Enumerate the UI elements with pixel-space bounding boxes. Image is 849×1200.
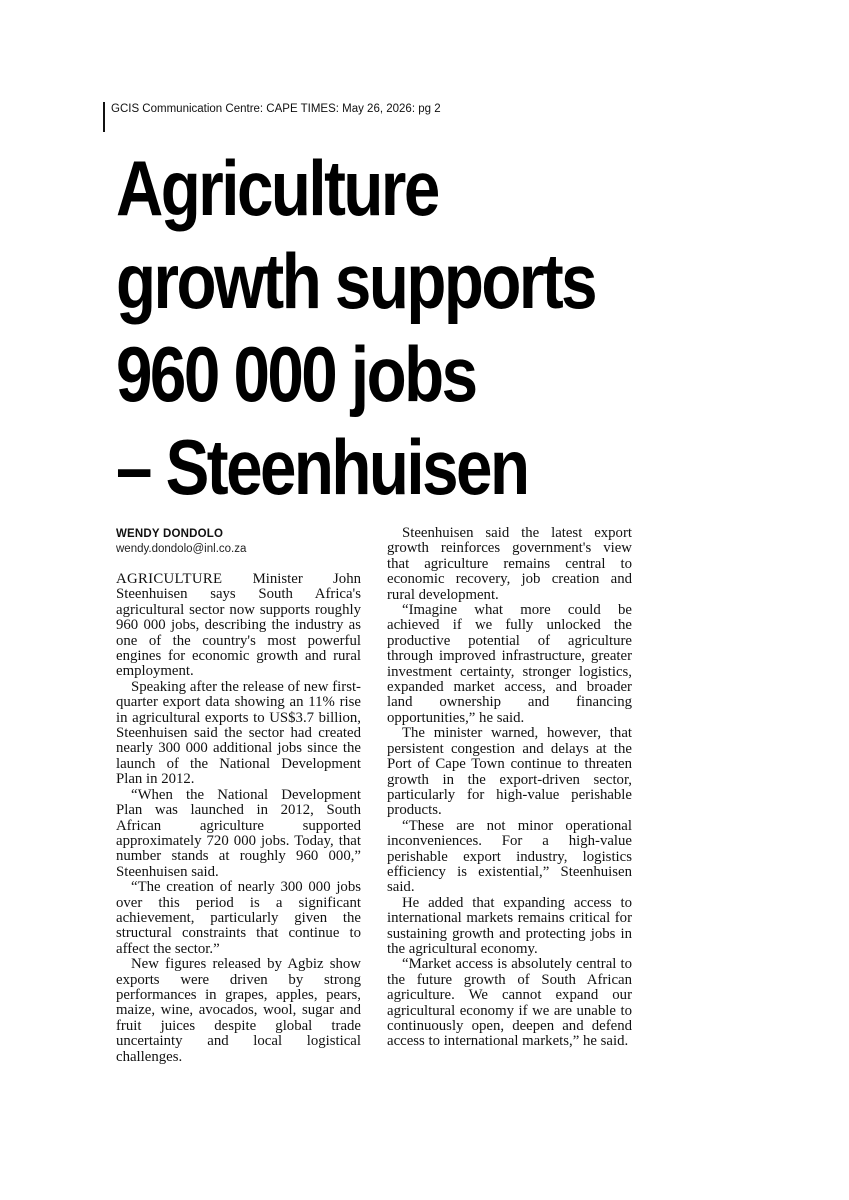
article-paragraph: New figures released by Agbiz show exports were driven by strong performances in grapes, apples, pears, maize, wine, avocados, wool, sugar and fruit juices despite global trade uncertainty and local logistical challenges. — [116, 956, 361, 1065]
article-column-right — [387, 526, 632, 1050]
article-paragraph: He added that expanding access to international markets remains critical for sustaining growth and protecting jobs in the agricultural economy. — [387, 894, 632, 957]
byline — [116, 527, 246, 557]
author-email: wendy.dondolo@inl.co.za — [116, 543, 247, 555]
article-paragraph — [116, 572, 361, 680]
article-column-left — [116, 572, 361, 1065]
paragraph-text: Minister John Steenhuisen says South Africa's agricultural sector now supports roughly 960 000 jobs, describing the industry as one of the country's most powerful engines for economic growth and rural employment. — [116, 571, 361, 680]
article-paragraph: “Market access is absolutely central to the future growth of South African agriculture. We cannot expand our agricultural economy if we are unable to continuously open, deepen and defend access to international markets,” he said. — [387, 956, 632, 1050]
article-paragraph: Speaking after the release of new first-quarter export data showing an 11% rise in agricultural exports to US$3.7 billion, Steenhuisen said the sector had created nearly 300 000 additional jobs since the launch of the National Development Plan in 2012. — [116, 678, 361, 788]
lead-word: AGRICULTURE — [116, 571, 223, 587]
article-paragraph: “Imagine what more could be achieved if we fully unlocked the productive potential of agriculture through improved infrastructure, greater investment certainty, stronger logistics, expanded market access, and broader land ownership and financing opportunities,” he said. — [387, 602, 632, 726]
article-paragraph: Steenhuisen said the latest export growth reinforces government's view that agriculture remains central to economic recovery, job creation and rural development. — [387, 525, 632, 603]
source-text: GCIS Communication Centre: CAPE TIMES: May 26, 2026: pg 2 — [111, 103, 441, 115]
article-headline — [116, 142, 596, 514]
headline-line: – Steenhuisen — [116, 423, 528, 511]
source-citation — [103, 102, 441, 132]
author-name: WENDY DONDOLO — [116, 528, 224, 540]
article-paragraph: The minister warned, however, that persistent congestion and delays at the Port of Cape Town continue to threaten growth in the export-driven sector, particularly for high-value perishable products. — [387, 725, 632, 819]
article-paragraph: “These are not minor operational inconveniences. For a high-value perishable export industry, logistics efficiency is existential,” Steenhuisen said. — [387, 817, 632, 896]
headline-line: 960 000 jobs — [116, 330, 476, 418]
headline-line: Agriculture — [116, 144, 438, 232]
article-paragraph: “The creation of nearly 300 000 jobs over this period is a significant achievement, particularly given the structural constraints that continue to affect the sector.” — [116, 879, 361, 957]
headline-line: growth supports — [116, 237, 596, 325]
article-paragraph: “When the National Development Plan was launched in 2012, South African agriculture supported approximately 720 000 jobs. Today, that number stands at roughly 960 000,” Steenhuisen said. — [116, 786, 361, 880]
